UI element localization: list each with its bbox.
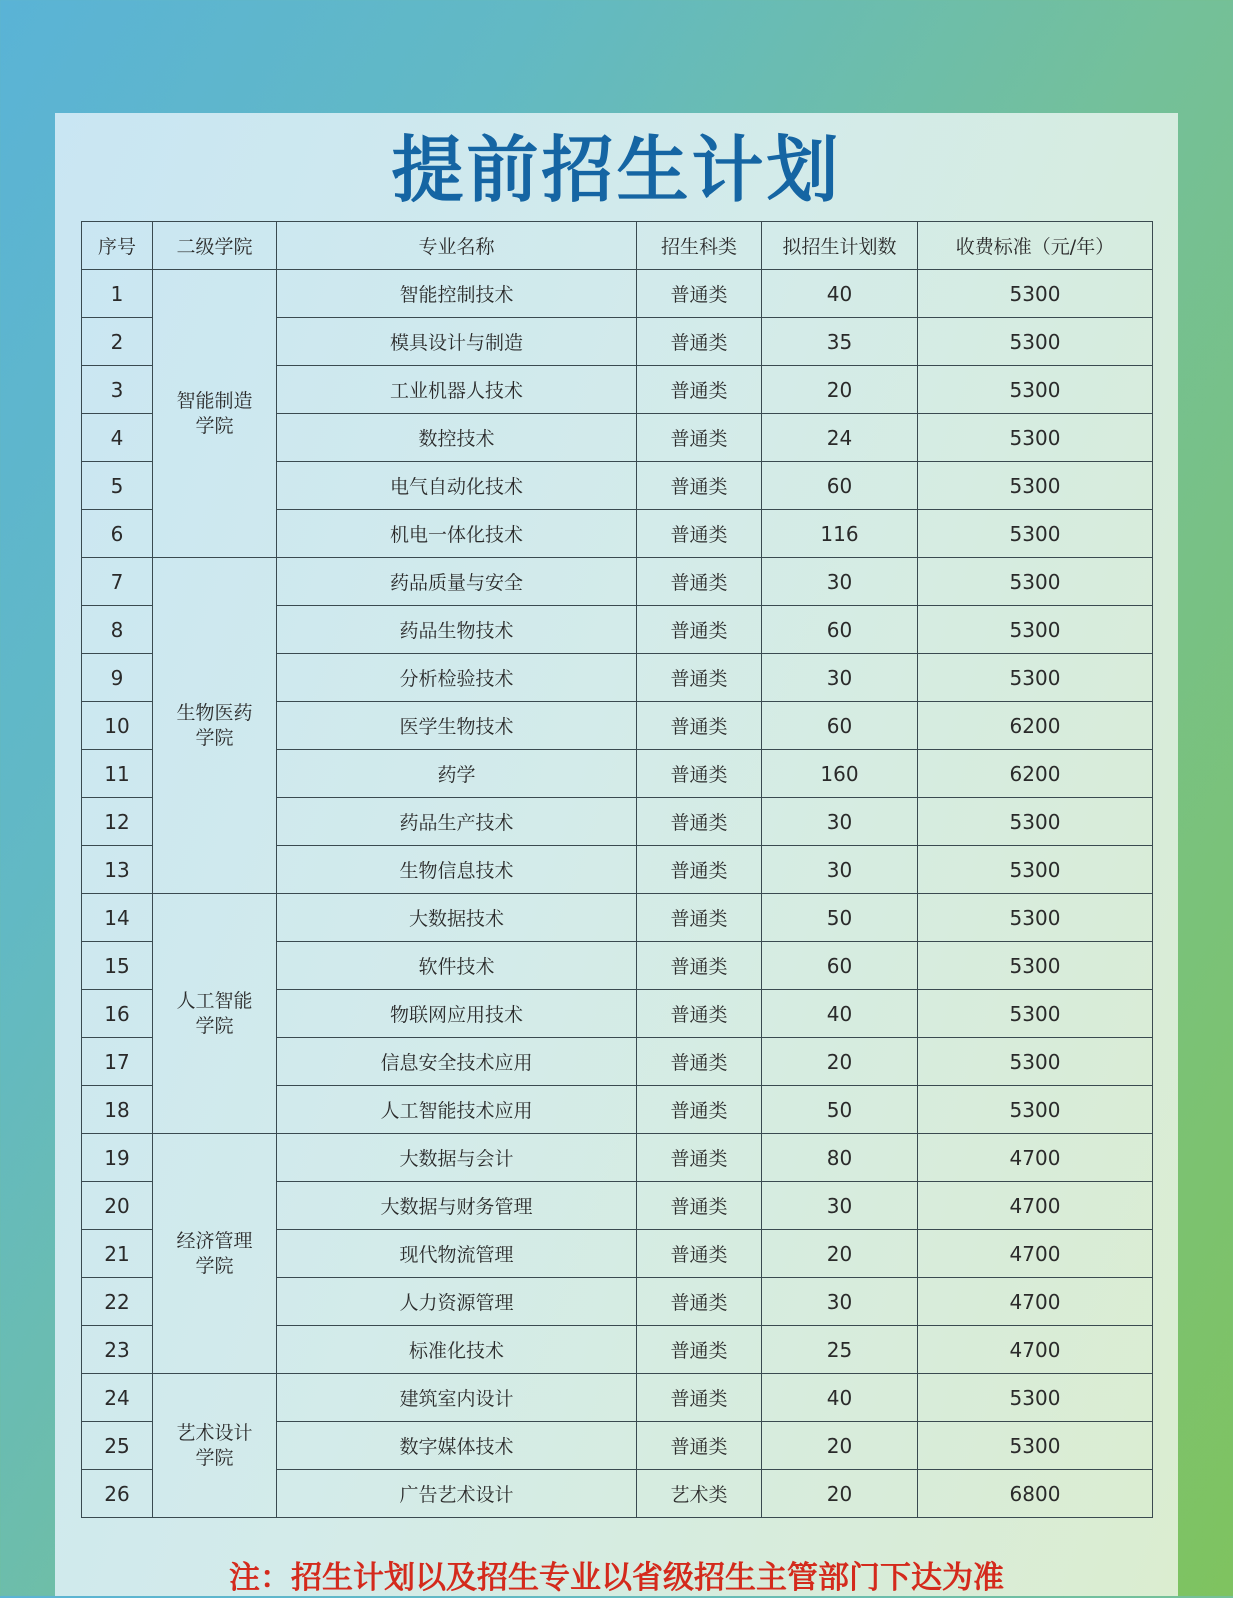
cell-seq: 20 xyxy=(82,1182,153,1230)
cell-major: 智能控制技术 xyxy=(277,270,637,318)
cell-fee: 6800 xyxy=(918,1470,1153,1518)
cell-major: 标准化技术 xyxy=(277,1326,637,1374)
cell-plan: 40 xyxy=(762,270,918,318)
cell-major: 物联网应用技术 xyxy=(277,990,637,1038)
cell-fee: 5300 xyxy=(918,1038,1153,1086)
cell-category: 普通类 xyxy=(637,894,762,942)
cell-seq: 1 xyxy=(82,270,153,318)
cell-seq: 5 xyxy=(82,462,153,510)
cell-fee: 5300 xyxy=(918,510,1153,558)
cell-seq: 22 xyxy=(82,1278,153,1326)
cell-fee: 6200 xyxy=(918,750,1153,798)
cell-plan: 40 xyxy=(762,990,918,1038)
college-name-line: 学院 xyxy=(195,414,234,437)
cell-category: 普通类 xyxy=(637,270,762,318)
college-name-line: 智能制造 xyxy=(176,389,253,412)
cell-seq: 9 xyxy=(82,654,153,702)
table-row xyxy=(82,894,1153,942)
cell-college xyxy=(153,1374,277,1518)
college-name-line: 人工智能 xyxy=(176,989,253,1012)
header-college: 二级学院 xyxy=(153,222,277,270)
cell-category: 普通类 xyxy=(637,1038,762,1086)
header-fee: 收费标准（元/年） xyxy=(918,222,1153,270)
cell-plan: 50 xyxy=(762,1086,918,1134)
cell-major: 软件技术 xyxy=(277,942,637,990)
footnote: 注：招生计划以及招生专业以省级招生主管部门下达为准 xyxy=(229,1560,1004,1596)
cell-major: 大数据与会计 xyxy=(277,1134,637,1182)
cell-college xyxy=(153,558,277,894)
cell-plan: 30 xyxy=(762,1182,918,1230)
cell-category: 普通类 xyxy=(637,1182,762,1230)
cell-fee: 5300 xyxy=(918,366,1153,414)
cell-seq: 8 xyxy=(82,606,153,654)
cell-major: 数控技术 xyxy=(277,414,637,462)
cell-fee: 5300 xyxy=(918,1374,1153,1422)
cell-plan: 30 xyxy=(762,846,918,894)
cell-plan: 30 xyxy=(762,558,918,606)
cell-fee: 4700 xyxy=(918,1230,1153,1278)
cell-major: 药品生产技术 xyxy=(277,798,637,846)
cell-plan: 40 xyxy=(762,1374,918,1422)
header-plan: 拟招生计划数 xyxy=(762,222,918,270)
cell-fee: 5300 xyxy=(918,942,1153,990)
cell-plan: 60 xyxy=(762,942,918,990)
cell-category: 普通类 xyxy=(637,318,762,366)
cell-plan: 116 xyxy=(762,510,918,558)
cell-major: 数字媒体技术 xyxy=(277,1422,637,1470)
cell-plan: 20 xyxy=(762,1038,918,1086)
cell-category: 普通类 xyxy=(637,510,762,558)
cell-fee: 5300 xyxy=(918,798,1153,846)
cell-fee: 4700 xyxy=(918,1134,1153,1182)
cell-plan: 20 xyxy=(762,366,918,414)
cell-major: 机电一体化技术 xyxy=(277,510,637,558)
cell-major: 大数据技术 xyxy=(277,894,637,942)
cell-category: 普通类 xyxy=(637,1422,762,1470)
cell-major: 建筑室内设计 xyxy=(277,1374,637,1422)
table-row xyxy=(82,1374,1153,1422)
cell-major: 信息安全技术应用 xyxy=(277,1038,637,1086)
cell-category: 普通类 xyxy=(637,1326,762,1374)
enrollment-plan-table xyxy=(81,221,1153,1518)
cell-category: 普通类 xyxy=(637,1374,762,1422)
cell-fee: 5300 xyxy=(918,606,1153,654)
cell-seq: 15 xyxy=(82,942,153,990)
cell-plan: 24 xyxy=(762,414,918,462)
cell-major: 模具设计与制造 xyxy=(277,318,637,366)
cell-major: 人力资源管理 xyxy=(277,1278,637,1326)
cell-seq: 4 xyxy=(82,414,153,462)
cell-seq: 14 xyxy=(82,894,153,942)
college-name-line: 学院 xyxy=(195,726,234,749)
cell-category: 普通类 xyxy=(637,1086,762,1134)
page-title: 提前招生计划 xyxy=(391,128,842,212)
cell-plan: 160 xyxy=(762,750,918,798)
cell-category: 普通类 xyxy=(637,558,762,606)
cell-category: 艺术类 xyxy=(637,1470,762,1518)
cell-major: 工业机器人技术 xyxy=(277,366,637,414)
cell-seq: 12 xyxy=(82,798,153,846)
cell-plan: 25 xyxy=(762,1326,918,1374)
cell-plan: 20 xyxy=(762,1470,918,1518)
cell-fee: 4700 xyxy=(918,1278,1153,1326)
cell-major: 药学 xyxy=(277,750,637,798)
cell-fee: 4700 xyxy=(918,1182,1153,1230)
cell-seq: 21 xyxy=(82,1230,153,1278)
college-name-line: 学院 xyxy=(195,1254,234,1277)
header-major: 专业名称 xyxy=(277,222,637,270)
college-name-line: 学院 xyxy=(195,1014,234,1037)
cell-seq: 10 xyxy=(82,702,153,750)
cell-fee: 5300 xyxy=(918,894,1153,942)
college-name-line: 生物医药 xyxy=(176,701,253,724)
table-row xyxy=(82,270,1153,318)
cell-plan: 80 xyxy=(762,1134,918,1182)
cell-category: 普通类 xyxy=(637,414,762,462)
cell-plan: 60 xyxy=(762,606,918,654)
cell-college xyxy=(153,894,277,1134)
cell-fee: 5300 xyxy=(918,558,1153,606)
college-name-line: 艺术设计 xyxy=(176,1421,253,1444)
cell-seq: 17 xyxy=(82,1038,153,1086)
cell-plan: 30 xyxy=(762,1278,918,1326)
cell-fee: 4700 xyxy=(918,1326,1153,1374)
college-name-line: 经济管理 xyxy=(176,1229,253,1252)
cell-seq: 3 xyxy=(82,366,153,414)
cell-seq: 24 xyxy=(82,1374,153,1422)
cell-fee: 5300 xyxy=(918,414,1153,462)
cell-major: 医学生物技术 xyxy=(277,702,637,750)
cell-plan: 50 xyxy=(762,894,918,942)
cell-category: 普通类 xyxy=(637,750,762,798)
cell-major: 大数据与财务管理 xyxy=(277,1182,637,1230)
cell-seq: 18 xyxy=(82,1086,153,1134)
cell-major: 生物信息技术 xyxy=(277,846,637,894)
cell-category: 普通类 xyxy=(637,366,762,414)
cell-major: 药品生物技术 xyxy=(277,606,637,654)
cell-college xyxy=(153,1134,277,1374)
cell-major: 电气自动化技术 xyxy=(277,462,637,510)
cell-college xyxy=(153,270,277,558)
cell-fee: 5300 xyxy=(918,990,1153,1038)
header-seq: 序号 xyxy=(82,222,153,270)
cell-category: 普通类 xyxy=(637,654,762,702)
cell-major: 人工智能技术应用 xyxy=(277,1086,637,1134)
cell-seq: 19 xyxy=(82,1134,153,1182)
cell-plan: 20 xyxy=(762,1422,918,1470)
cell-category: 普通类 xyxy=(637,462,762,510)
cell-seq: 13 xyxy=(82,846,153,894)
cell-plan: 30 xyxy=(762,654,918,702)
cell-seq: 23 xyxy=(82,1326,153,1374)
cell-category: 普通类 xyxy=(637,990,762,1038)
cell-category: 普通类 xyxy=(637,1230,762,1278)
cell-fee: 5300 xyxy=(918,846,1153,894)
cell-major: 分析检验技术 xyxy=(277,654,637,702)
cell-category: 普通类 xyxy=(637,702,762,750)
table-body xyxy=(82,270,1153,1518)
cell-seq: 6 xyxy=(82,510,153,558)
cell-category: 普通类 xyxy=(637,1134,762,1182)
cell-seq: 7 xyxy=(82,558,153,606)
cell-major: 现代物流管理 xyxy=(277,1230,637,1278)
cell-category: 普通类 xyxy=(637,942,762,990)
cell-fee: 5300 xyxy=(918,654,1153,702)
header-category: 招生科类 xyxy=(637,222,762,270)
college-name-line: 学院 xyxy=(195,1446,234,1469)
cell-fee: 5300 xyxy=(918,462,1153,510)
cell-category: 普通类 xyxy=(637,846,762,894)
cell-category: 普通类 xyxy=(637,606,762,654)
cell-fee: 5300 xyxy=(918,318,1153,366)
cell-plan: 30 xyxy=(762,798,918,846)
table-row xyxy=(82,1134,1153,1182)
cell-seq: 16 xyxy=(82,990,153,1038)
cell-plan: 35 xyxy=(762,318,918,366)
cell-category: 普通类 xyxy=(637,798,762,846)
table-row xyxy=(82,558,1153,606)
cell-plan: 20 xyxy=(762,1230,918,1278)
cell-seq: 2 xyxy=(82,318,153,366)
cell-fee: 5300 xyxy=(918,270,1153,318)
cell-fee: 6200 xyxy=(918,702,1153,750)
cell-fee: 5300 xyxy=(918,1086,1153,1134)
cell-major: 广告艺术设计 xyxy=(277,1470,637,1518)
cell-seq: 11 xyxy=(82,750,153,798)
cell-plan: 60 xyxy=(762,702,918,750)
cell-plan: 60 xyxy=(762,462,918,510)
cell-major: 药品质量与安全 xyxy=(277,558,637,606)
cell-seq: 26 xyxy=(82,1470,153,1518)
cell-category: 普通类 xyxy=(637,1278,762,1326)
cell-fee: 5300 xyxy=(918,1422,1153,1470)
cell-seq: 25 xyxy=(82,1422,153,1470)
table-header-row xyxy=(82,222,1153,270)
